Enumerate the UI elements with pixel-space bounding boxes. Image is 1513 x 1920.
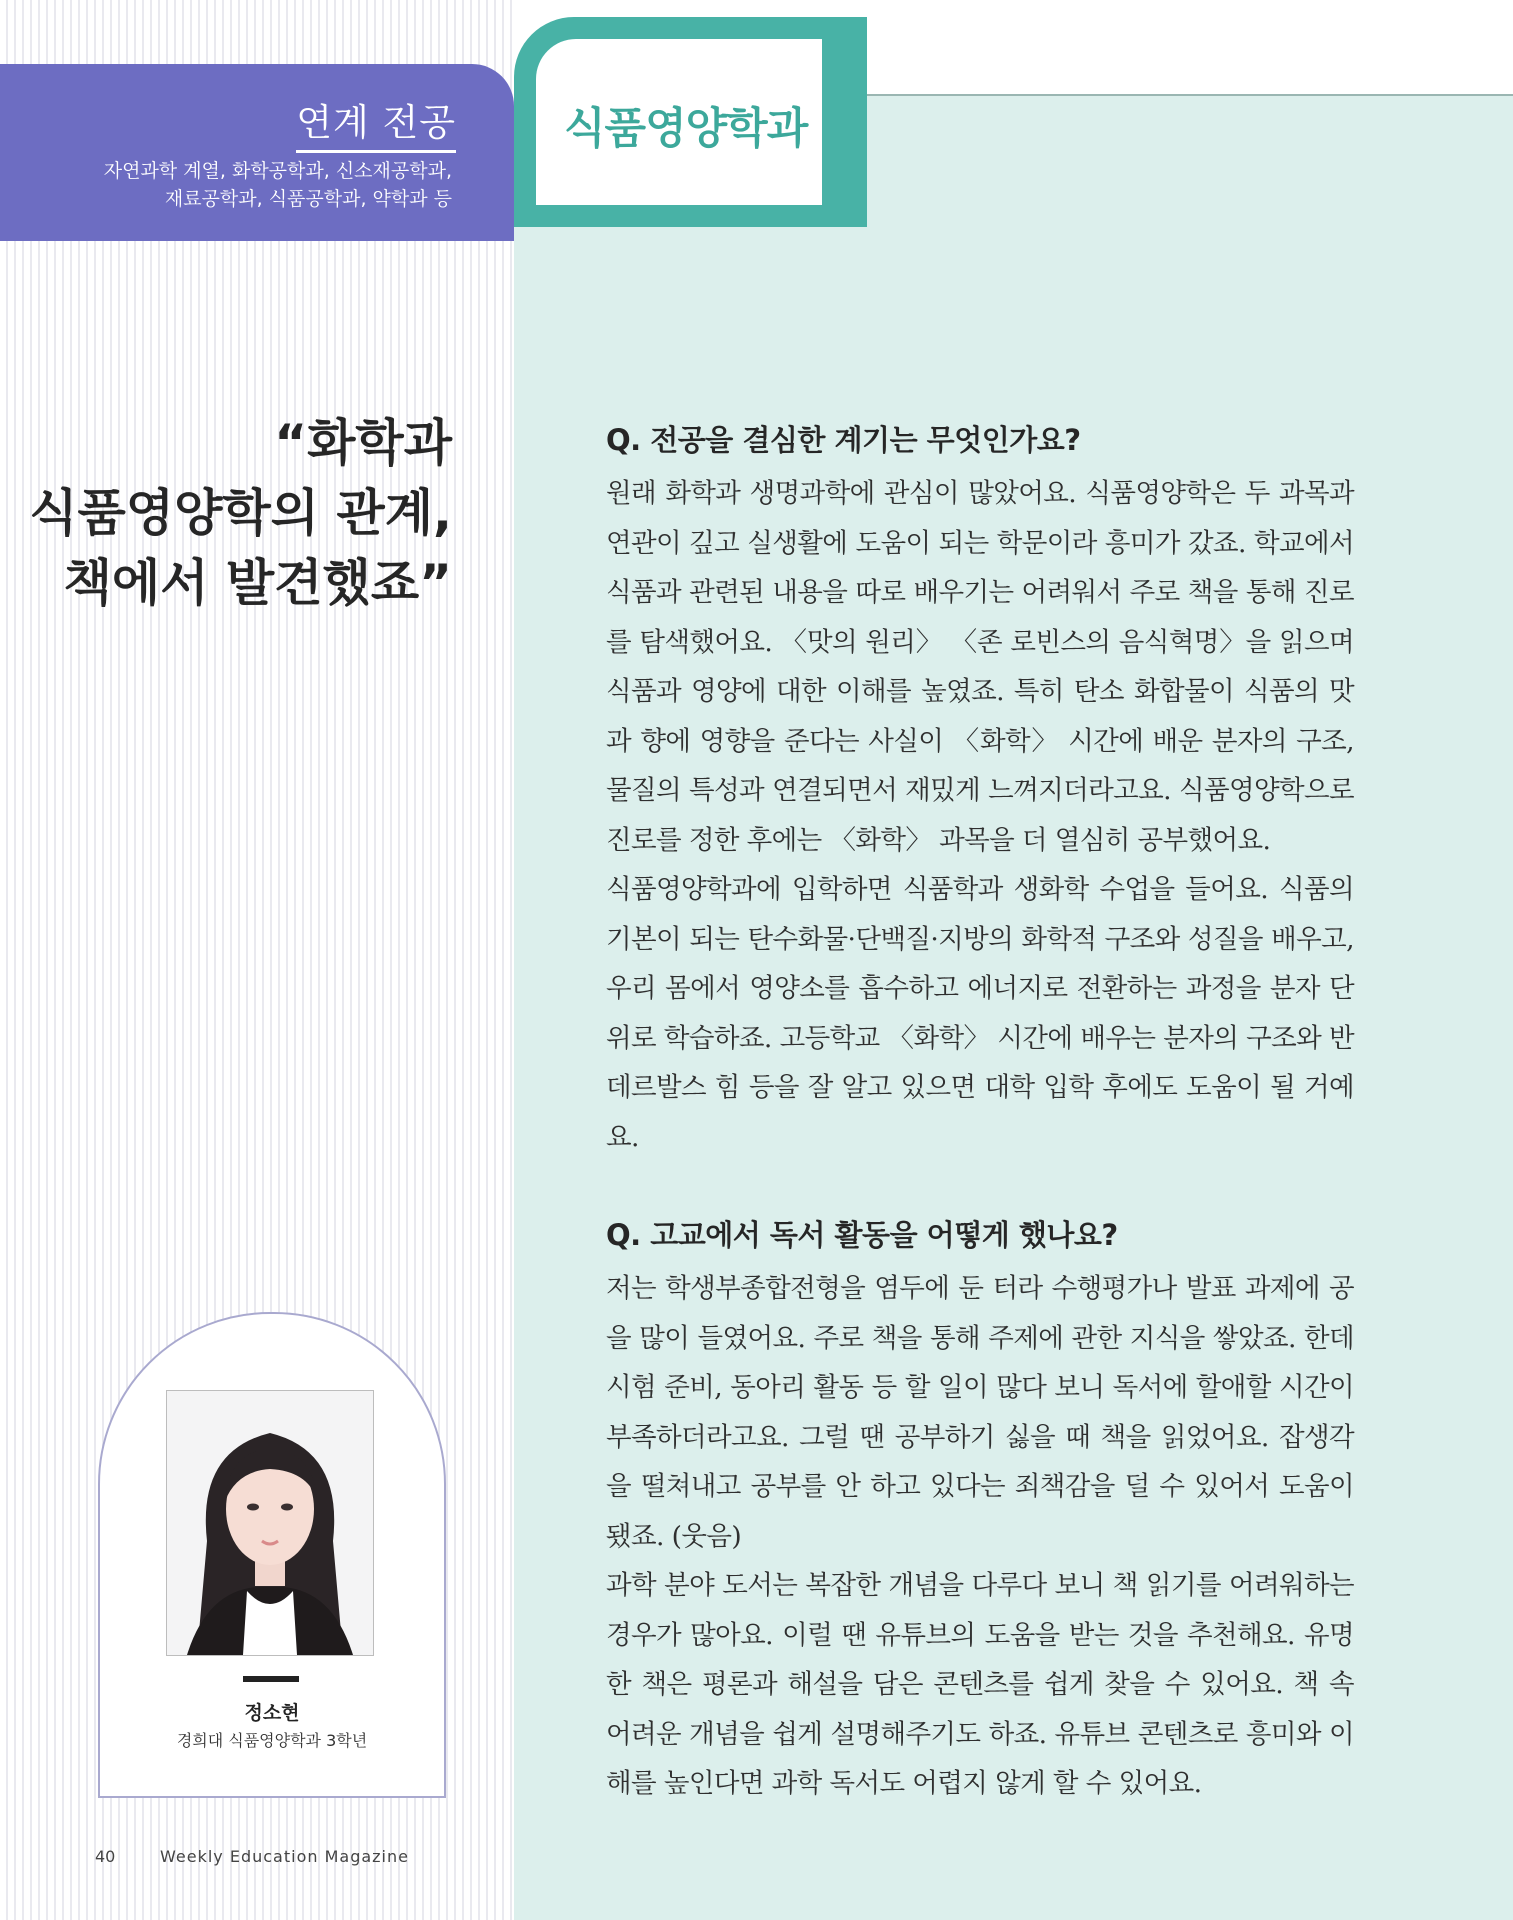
related-majors-line-2: 재료공학과, 식품공학과, 약학과 등	[164, 188, 452, 210]
portrait-illustration	[167, 1391, 373, 1655]
headline-line-3: 책에서 발견했죠”	[63, 554, 452, 612]
qa-block-1	[606, 418, 1354, 1162]
profile-name: 정소현	[244, 1702, 300, 1724]
question-1: Q. 전공을 결심한 계기는 무엇인가요?	[606, 423, 1081, 457]
magazine-name: Weekly Education Magazine	[160, 1847, 409, 1866]
related-majors-list	[104, 157, 452, 213]
answer-2-paragraph-1: 저는 학생부종합전형을 염두에 둔 터라 수행평가나 발표 과제에 공을 많이 들였어요. 주로 책을 통해 주제에 관한 지식을 쌓았죠. 한데 시험 준비, 동아리 활동 등 할 일이 많다 보니 독서에 할애할 시간이 부족하더라고요. 그럴 땐 공부하기 싫을 때 책을 읽었어요. 잡생각을 떨쳐내고 공부를 안 하고 있다는 죄책감을 덜 수 있어서 도움이 됐죠. (웃음)	[606, 1273, 1354, 1552]
top-divider	[860, 94, 1513, 96]
headline-quote	[29, 408, 452, 618]
question-2: Q. 고교에서 독서 활동을 어떻게 했나요?	[606, 1218, 1118, 1252]
page-number: 40	[95, 1847, 116, 1866]
related-majors-box	[0, 64, 514, 241]
profile-photo	[166, 1390, 374, 1656]
profile-card	[98, 1312, 446, 1798]
qa-block-2	[606, 1213, 1354, 1809]
related-majors-line-1: 자연과학 계열, 화학공학과, 신소재공학과,	[103, 160, 452, 182]
answer-2-paragraph-2: 과학 분야 도서는 복잡한 개념을 다루다 보니 책 읽기를 어려워하는 경우가 많아요. 이럴 땐 유튜브의 도움을 받는 것을 추천해요. 유명한 책은 평론과 해설을 담은 콘텐츠를 쉽게 찾을 수 있어요. 책 속 어려운 개념을 쉽게 설명해주기도 하죠. 유튜브 콘텐츠로 흥미와 이해를 높인다면 과학 독서도 어렵지 않게 할 수 있어요.	[606, 1570, 1354, 1799]
major-tab-label: 식품영양학과	[564, 104, 808, 154]
related-majors-title: 연계 전공	[296, 92, 456, 153]
headline-line-1: “화학과	[274, 414, 452, 472]
answer-1-paragraph-2: 식품영양학과에 입학하면 식품학과 생화학 수업을 들어요. 식품의 기본이 되는 탄수화물·단백질·지방의 화학적 구조와 성질을 배우고, 우리 몸에서 영양소를 흡수하고 에너지로 전환하는 과정을 분자 단위로 학습하죠. 고등학교 〈화학〉 시간에 배우는 분자의 구조와 반데르발스 힘 등을 잘 알고 있으면 대학 입학 후에도 도움이 될 거예요.	[606, 874, 1354, 1153]
headline-line-2: 식품영양학의 관계,	[29, 484, 452, 542]
name-divider	[243, 1676, 299, 1682]
major-tab	[514, 17, 867, 227]
answer-1-paragraph-1: 원래 화학과 생명과학에 관심이 많았어요. 식품영양학은 두 과목과 연관이 깊고 실생활에 도움이 되는 학문이라 흥미가 갔죠. 학교에서 식품과 관련된 내용을 따로 배우기는 어려워서 주로 책을 통해 진로를 탐색했어요. 〈맛의 원리〉 〈존 로빈스의 음식혁명〉을 읽으며 식품과 영양에 대한 이해를 높였죠. 특히 탄소 화합물이 식품의 맛과 향에 영향을 준다는 사실이 〈화학〉 시간에 배운 분자의 구조, 물질의 특성과 연결되면서 재밌게 느껴지더라고요. 식품영양학으로 진로를 정한 후에는 〈화학〉 과목을 더 열심히 공부했어요.	[606, 478, 1354, 856]
profile-affiliation: 경희대 식품영양학과 3학년	[176, 1731, 368, 1750]
